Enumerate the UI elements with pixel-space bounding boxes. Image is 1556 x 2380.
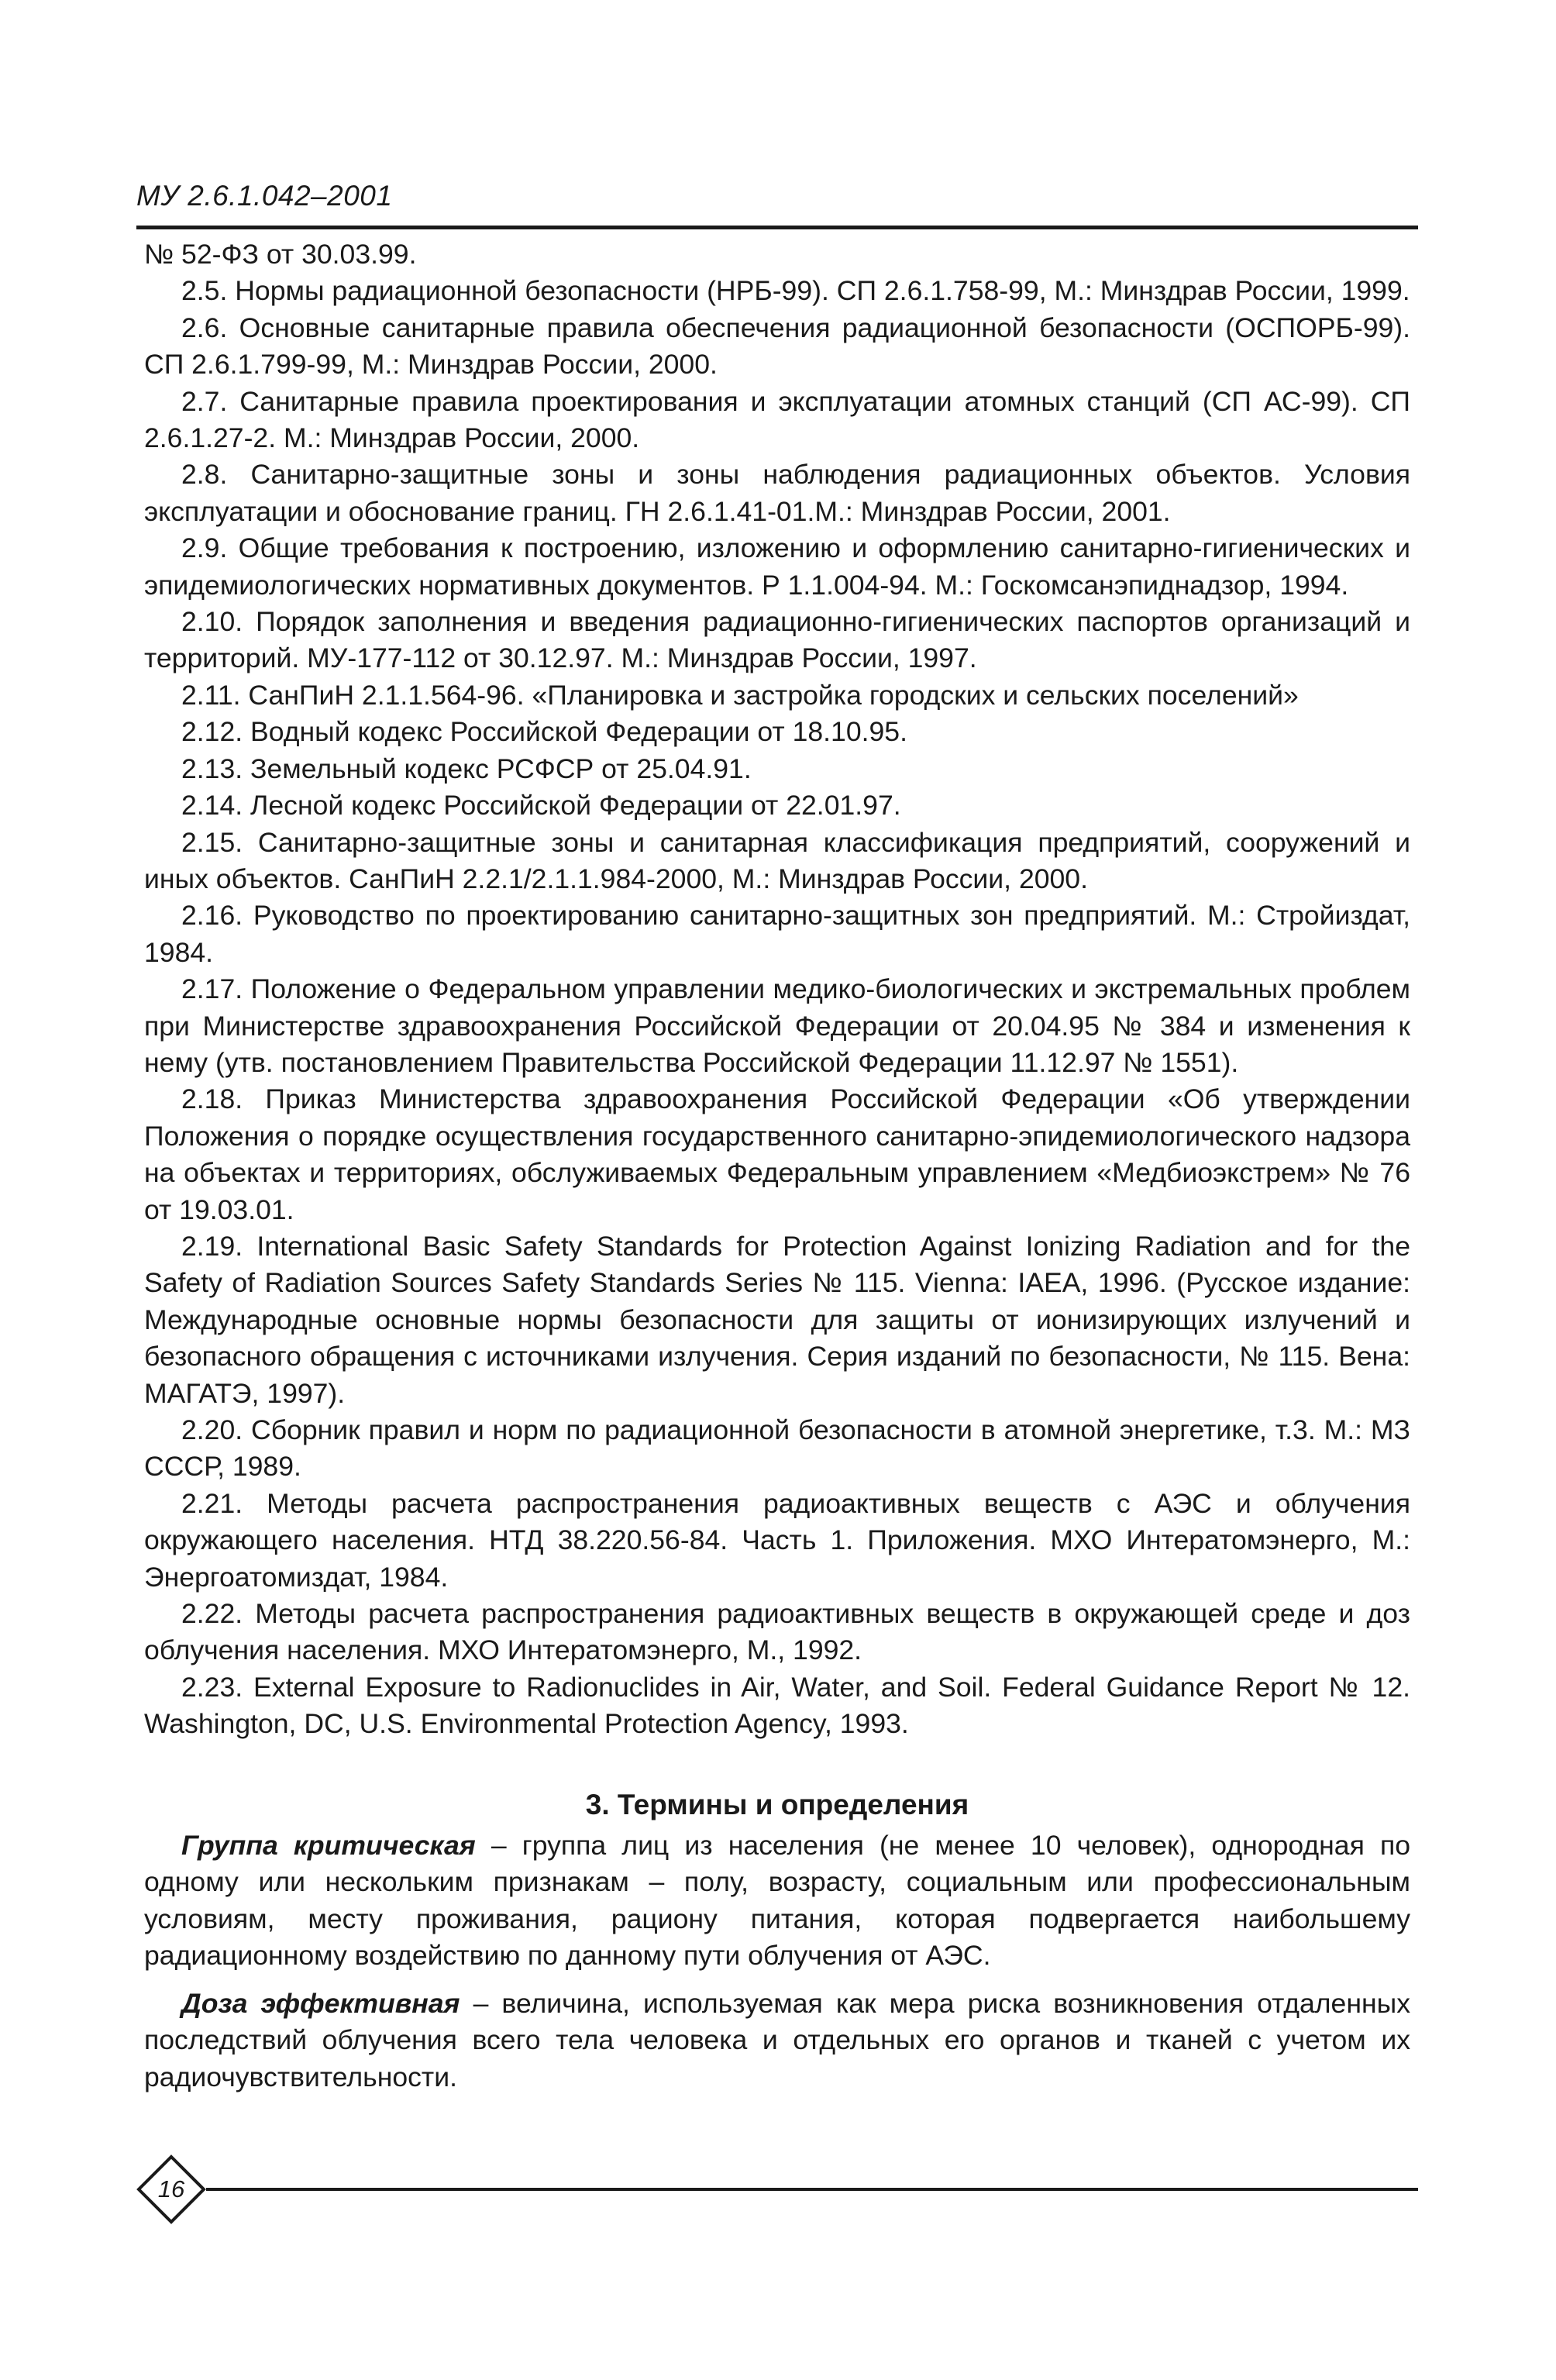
page-number: 16 <box>157 2175 185 2203</box>
header-rule <box>136 226 1418 229</box>
reference-item: 2.11. СанПиН 2.1.1.564-96. «Планировка и застройка городских и сельских поселений» <box>181 679 1299 711</box>
reference-item: 2.18. Приказ Министерства здравоохранения Российской Федерации «Об утверждении Положения о порядке осуществления государственного санитарно-эпидемиологического надзора на объектах и территориях, обслуживаемых Федеральным управлением «Медбиоэкстрем» № 76 от 19.03.01. <box>144 1083 1410 1225</box>
reference-item: 2.16. Руководство по проектированию санитарно-защитных зон предприятий. М.: Стройиздат, 1984. <box>144 900 1410 968</box>
definition-effective-dose <box>144 1986 1410 2096</box>
reference-item: 2.20. Сборник правил и норм по радиационной безопасности в атомной энергетике, т.3. М.: МЗ СССР, 1989. <box>144 1414 1410 1483</box>
reference-item: 2.7. Санитарные правила проектирования и эксплуатации атомных станций (СП АС-99). СП 2.6.1.27-2. М.: Минздрав России, 2000. <box>144 385 1410 454</box>
reference-item: 2.9. Общие требования к построению, изложению и оформлению санитарно-гигиенических и эпидемиологических нормативных документов. Р 1.1.004-94. М.: Госкомсанэпиднадзор, 1994. <box>144 532 1410 601</box>
reference-item: 2.15. Санитарно-защитные зоны и санитарная классификация предприятий, сооружений и иных объектов. СанПиН 2.2.1/2.1.1.984-2000, М.: Минздрав России, 2000. <box>144 826 1410 894</box>
document-code-header: МУ 2.6.1.042–2001 <box>136 180 393 212</box>
reference-item: 2.13. Земельный кодекс РСФСР от 25.04.91. <box>181 753 752 784</box>
reference-item: 2.22. Методы расчета распространения радиоактивных веществ в окружающей среде и доз облучения населения. МХО Интератомэнерго, М., 1992. <box>144 1598 1410 1666</box>
definition-text: – группа лиц из населения (не менее 10 человек), однородная по одному или нескольким признакам – полу, возрасту, социальным или профессиональным условиям, месту проживания, рациону питания, которая подвергается наибольшему радиационному воздействию по данному пути облучения от АЭС. <box>144 1830 1410 1972</box>
reference-item: 2.17. Положение о Федеральном управлении медико-биологических и экстремальных проблем при Министерстве здравоохранения Российской Федерации от 20.04.95 № 384 и изменения к нему (утв. постановлением Правительства Российской Федерации 11.12.97 № 1551). <box>144 973 1410 1078</box>
reference-item: 2.12. Водный кодекс Российской Федерации от 18.10.95. <box>181 716 907 748</box>
definition-critical-group <box>144 1827 1410 1975</box>
section-title: 3. Термины и определения <box>585 1788 969 1820</box>
definition-text: – величина, используемая как мера риска возникновения отдаленных последствий облучения всего тела человека и отдельных его органов и тканей с учетом их радиочувствительности. <box>144 1987 1411 2092</box>
reference-item: 2.23. External Exposure to Radionuclides in Air, Water, and Soil. Federal Guidance Report № 12. Washington, DC, U.S. Environmental Protection Agency, 1993. <box>144 1671 1410 1740</box>
reference-item: 2.10. Порядок заполнения и введения радиационно-гигиенических паспортов организаций и территорий. МУ-177-112 от 30.12.97. М.: Минздрав России, 1997. <box>144 606 1410 674</box>
reference-item: 2.6. Основные санитарные правила обеспечения радиационной безопасности (ОСПОРБ-99). СП 2.6.1.799-99, М.: Минздрав России, 2000. <box>144 312 1410 381</box>
reference-item: 2.21. Методы расчета распространения радиоактивных веществ с АЭС и облучения окружающего населения. НТД 38.220.56-84. Часть 1. Приложения. МХО Интератомэнерго, М.: Энергоатомиздат, 1984. <box>144 1487 1410 1593</box>
page-body <box>144 236 1410 2096</box>
definition-term: Группа критическая <box>181 1830 476 1862</box>
reference-item: 2.8. Санитарно-защитные зоны и зоны наблюдения радиационных объектов. Условия эксплуатации и обоснование границ. ГН 2.6.1.41-01.М.: Минздрав России, 2001. <box>144 459 1410 527</box>
definition-term: Доза эффективная <box>181 1987 460 2019</box>
reference-item: 2.14. Лесной кодекс Российской Федерации от 22.01.97. <box>181 790 901 821</box>
footer-rule <box>206 2188 1418 2191</box>
reference-item: 2.19. International Basic Safety Standards for Protection Against Ionizing Radiation and for the Safety of Radiation Sources Safety Standards Series № 115. Vienna: IAEA, 1996. (Русское издание: Международные основные нормы безопасности для защиты от ионизирующих излучений и безопасного обращения с источниками излучения. Серия изданий по безопасности, № 115. Вена: МАГАТЭ, 1997). <box>144 1230 1410 1409</box>
reference-continuation: № 52-ФЗ от 30.03.99. <box>144 239 417 270</box>
reference-item: 2.5. Нормы радиационной безопасности (НРБ-99). СП 2.6.1.758-99, М.: Минздрав России, 1999. <box>181 275 1410 307</box>
